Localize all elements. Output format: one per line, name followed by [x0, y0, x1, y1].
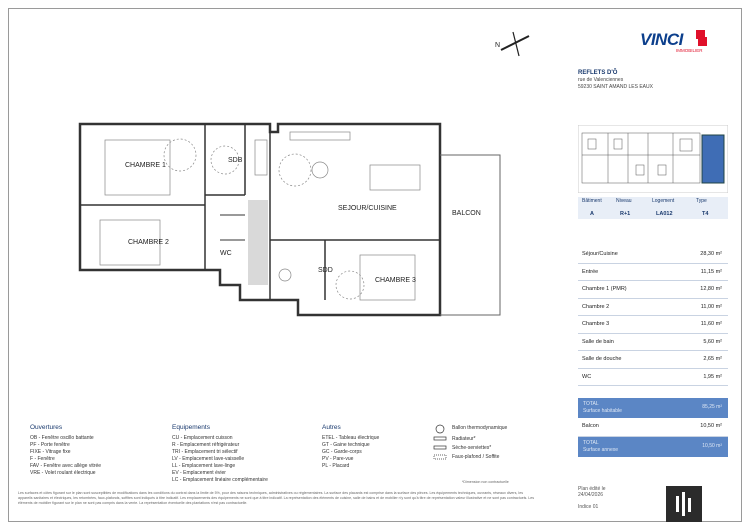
architect-logo — [666, 486, 702, 522]
table-row: Salle de bain 5,60 m² — [578, 334, 728, 352]
niveau-value: R+1 — [620, 211, 631, 217]
disclaimer-text: Les surfaces et côtes figurant sur le plan sont susceptibles de modifications dans les conditions du contrat dans la limite de 5%, pour des raisons techniques, administratives ou réglementaires. La surface des placards est comprise dans la surface des pièces. Les équipements techniques, ouvrants, réseaux divers, les appareils sanitaires et électriques, les retombées, faux-plafonds, soffites sont indiqués à titre indicatif. Les emplacements des équipements ne sont que à titre indicatif. La représentation des éléments de cuisine, salle de bains et de mobilier n'y sont qu'à titre de représentation valeur illustrative et ne sont pas contractuels. Les éléments de mobilier figurant sur le plan ne sont pas compris dans la vente. La représentation éventuelle des plantations n'est pas contractuelle. — [18, 491, 535, 505]
room-label-sdd: SDD — [318, 267, 333, 274]
batiment-value: A — [590, 211, 594, 217]
north-label: N — [495, 42, 501, 49]
floor-plan — [60, 110, 510, 360]
room-label-chambre2: CHAMBRE 2 — [128, 239, 169, 246]
room-label-wc: WC — [220, 250, 232, 257]
vinci-logo: VINCI IMMOBILIER — [640, 28, 735, 54]
total-annexe-row: TOTAL Surface annexe 10,50 m² — [578, 437, 728, 457]
table-row: Séjour/Cuisine 28,30 m² — [578, 246, 728, 264]
niveau-header: Niveau — [616, 198, 632, 204]
ballon-thermo-label: Ballon thermodynamique — [452, 425, 508, 431]
table-row: Salle de douche 2,65 m² — [578, 351, 728, 369]
north-arrow-icon — [493, 30, 537, 60]
radiateur-label: Radiateur* — [452, 436, 476, 442]
table-row: Chambre 2 11,00 m² — [578, 299, 728, 317]
logement-header: Logement — [652, 198, 675, 204]
table-row: Chambre 1 (PMR) 12,80 m² — [578, 281, 728, 299]
table-row: Entrée 11,15 m² — [578, 264, 728, 282]
autres-title: Autres — [322, 424, 341, 431]
seche-serviettes-label: Sèche-serviettes* — [452, 445, 492, 451]
room-label-sdb: SDB — [228, 157, 243, 164]
type-value: T4 — [702, 211, 709, 217]
surfaces-table — [578, 246, 728, 457]
room-label-chambre3: CHAMBRE 3 — [375, 277, 416, 284]
project-info — [578, 70, 728, 91]
project-street: rue de Valenciennes — [578, 77, 624, 83]
dimension-note: *Dimension non contractuelle — [462, 480, 509, 484]
project-name: REFLETS D'Ô — [578, 70, 618, 76]
legend-symbol-icons — [432, 424, 452, 464]
project-city: 59230 SAINT AMAND LES EAUX — [578, 84, 653, 90]
batiment-header: Bâtiment — [582, 198, 602, 204]
ouvertures-title: Ouvertures — [30, 424, 63, 431]
lot-header — [578, 197, 728, 219]
table-row: WC 1,95 m² — [578, 369, 728, 387]
type-header: Type — [696, 198, 707, 204]
total-habitable-row: TOTAL Surface habitable 85,25 m² — [578, 398, 728, 418]
equipements-title: Equipements — [172, 424, 210, 431]
plan-edit-info: Plan édité le 24/04/2026 Indice 01 — [578, 486, 606, 510]
room-label-sejour: SEJOUR/CUISINE — [338, 205, 397, 212]
table-row: Chambre 3 11,60 m² — [578, 316, 728, 334]
logement-value: LA012 — [656, 211, 673, 217]
building-location-thumbnail — [578, 125, 728, 193]
room-label-chambre1: CHAMBRE 1 — [125, 162, 166, 169]
room-label-balcon: BALCON — [452, 210, 481, 217]
faux-plafond-label: Faux-plafond / Soffite — [452, 454, 500, 460]
balcon-row: Balcon 10,50 m² — [578, 418, 728, 437]
